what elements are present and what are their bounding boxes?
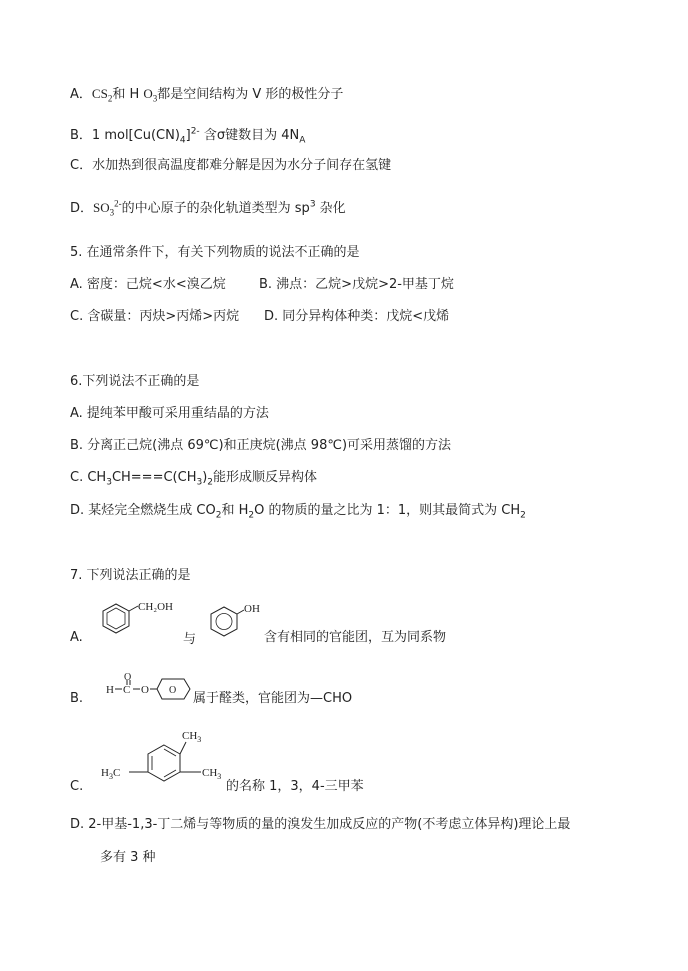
conjunction-text: 与 [183,632,197,647]
q5-stem: 5. 在通常条件下，有关下列物质的说法不正确的是 [70,245,360,260]
option-label: A． [70,87,92,102]
ch3-right-label: $CH_3$ [202,767,222,781]
q4-option-b: B．1 $mol[Cu(CN)_4]^{2-}$ 含σ键数目为 $4N_A$ [70,126,306,146]
q6-option-a: A. 提纯苯甲酸可采用重结晶的方法 [70,406,269,421]
q6-stem: 6.下列说法不正确的是 [70,374,200,389]
connector-text: 和 H [112,87,140,102]
oh-label: OH [244,603,260,615]
q5-option-b: B. 沸点：乙烷>戊烷>2-甲基丁烷 [259,277,454,292]
phenyl-formate-structure [104,673,196,709]
q4-option-a [70,86,343,103]
ring-marker: O [169,685,177,696]
formula-cs2: $CS_2$ [91,86,113,104]
q5-option-d: D. 同分异构体种类：戊烷<戊烯 [264,309,450,324]
option-text: B．1 mol[Cu(CN) [70,128,180,143]
ester-o-atom: O [141,684,149,696]
q4-option-d: D．$SO_3^{2-}$的中心原子的杂化轨道类型为 $sp^3$ 杂化 [70,198,346,218]
q6-option-d: D. 某烃完全燃烧生成 $CO_2$和 $H_2O$ 的物质的量之比为 1：1，则其最简式为 $CH_2$ [70,503,526,521]
q4-option-c: C．水加热到很高温度都难分解是因为水分子间存在氢键 [70,158,392,173]
option-text: 都是空间结构为 V 形的极性分子 [157,87,344,102]
carbonyl-o-atom: O [124,673,132,683]
q6-option-c: C. $CH_3CH===C(CH_3)_2$能形成顺反异构体 [70,470,318,488]
formula-o3: $O_3$ [143,86,158,104]
q7-option-b-text: 属于醛类，官能团为—CHO [193,691,353,706]
q5-option-a: A. 密度：己烷<水<溴乙烷 [70,277,226,292]
q7-option-d-line2: 多有 3 种 [100,850,156,865]
q7-option-b-label: B. [70,691,84,706]
h-atom: H [106,684,114,696]
option-text: 含σ键数目为 4N [203,128,300,143]
benzyl-alcohol-structure [98,596,180,646]
q7-option-c-text: 的名称 1，3，4-三甲苯 [226,779,364,794]
h3c-left-label: $H_3C$ [101,767,121,781]
q7-option-c-label: C. [70,779,84,794]
phenol-structure [206,598,262,644]
q7-stem: 7. 下列说法正确的是 [70,568,191,583]
q6-option-b: B. 分离正己烷(沸点 69℃)和正庚烷(沸点 98℃)可采用蒸馏的方法 [70,438,452,453]
formula-so3: $SO_3^{2-}$ [93,198,122,218]
q7-option-a-text: 含有相同的官能团，互为同系物 [264,630,447,645]
ch3-top-label: $CH_3$ [182,730,202,744]
q5-option-c: C. 含碳量：丙炔>丙烯>丙烷 [70,309,240,324]
c-atom: C [123,684,131,696]
trimethylbenzene-structure [98,727,228,793]
q7-option-d-line1: D. 2-甲基-1,3-丁二烯与等物质的量的溴发生加成反应的产物(不考虑立体异构)理论上最 [70,817,571,832]
q7-option-a-label: A. [70,630,83,645]
ch2oh-label: CH₂OH [138,601,174,613]
